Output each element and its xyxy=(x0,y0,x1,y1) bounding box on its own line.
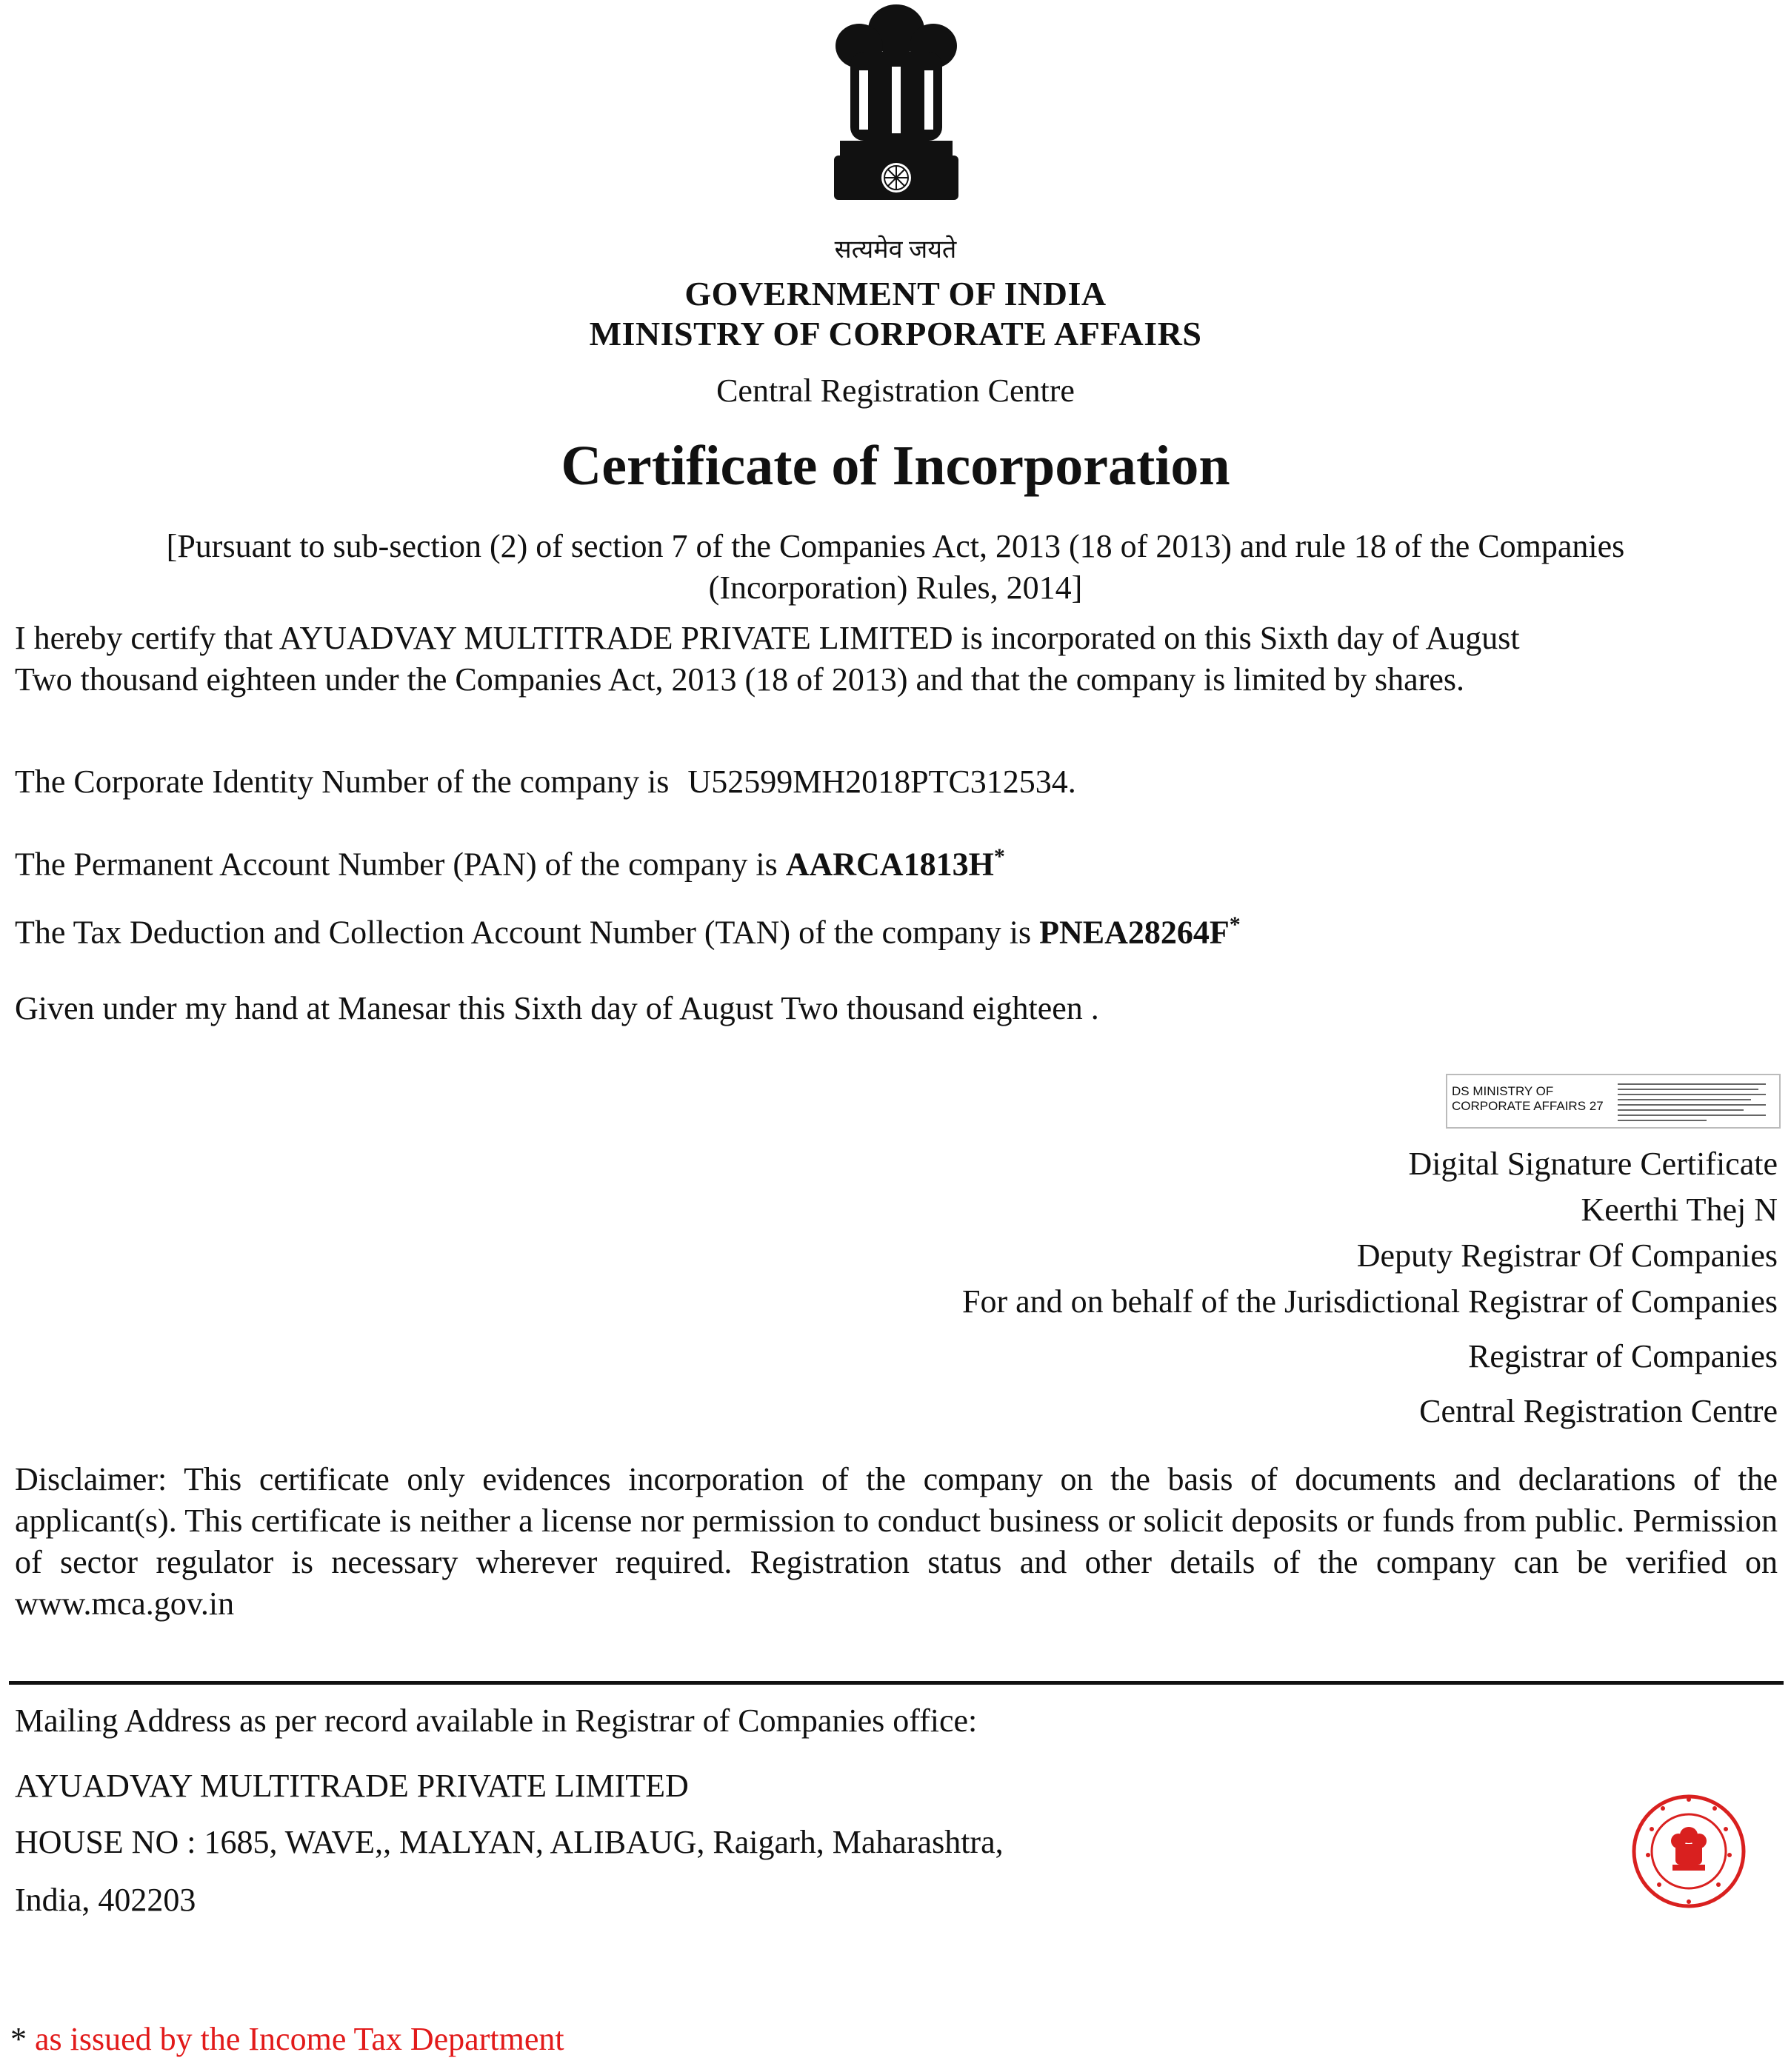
signature-certificate: Digital Signature Certificate xyxy=(1408,1146,1778,1182)
tan-value: PNEA28264F xyxy=(1039,914,1230,951)
given-under-hand: Given under my hand at Manesar this Sixth day of August Two thousand eighteen . xyxy=(15,990,1099,1026)
certification-line-2: Two thousand eighteen under the Companies Act, 2013 (18 of 2013) and that the company is limited by shares. xyxy=(15,661,1464,698)
mailing-company: AYUADVAY MULTITRADE PRIVATE LIMITED xyxy=(15,1768,689,1804)
pursuant-line-2: (Incorporation) Rules, 2014] xyxy=(708,569,1083,606)
signatory-designation: Deputy Registrar Of Companies xyxy=(1356,1237,1778,1274)
pursuant-line-1: [Pursuant to sub-section (2) of section 7 of the Companies Act, 2013 (18 of 2013) and rule 18 of the Companies xyxy=(166,528,1625,564)
footnote xyxy=(10,2020,564,2058)
government-heading: GOVERNMENT OF INDIA xyxy=(684,275,1107,313)
certification-paragraph xyxy=(15,618,1778,701)
ds-line-2: CORPORATE AFFAIRS 27 xyxy=(1452,1099,1604,1113)
ministry-heading: MINISTRY OF CORPORATE AFFAIRS xyxy=(589,315,1202,352)
divider xyxy=(9,1681,1784,1685)
signatory-registrar: Registrar of Companies xyxy=(1468,1338,1778,1374)
ds-line-1: DS MINISTRY OF xyxy=(1452,1084,1554,1098)
digital-signature-box xyxy=(1446,1074,1781,1129)
tan-asterisk: * xyxy=(1229,912,1241,937)
certification-line-1: I hereby certify that AYUADVAY MULTITRADE PRIVATE LIMITED is incorporated on this Sixth day of August xyxy=(15,620,1520,656)
cin-label: The Corporate Identity Number of the company is xyxy=(15,763,670,800)
pan-label: The Permanent Account Number (PAN) of the company is xyxy=(15,846,778,883)
pan-value: AARCA1813H xyxy=(785,846,994,883)
mailing-heading: Mailing Address as per record available in Registrar of Companies office: xyxy=(15,1702,978,1739)
pan-line xyxy=(15,844,1005,883)
mailing-address-line-2: India, 402203 xyxy=(15,1882,196,1918)
signatory-name: Keerthi Thej N xyxy=(1581,1192,1778,1228)
mailing-address-line-1: HOUSE NO : 1685, WAVE,, MALYAN, ALIBAUG, Raigarh, Maharashtra, xyxy=(15,1824,1004,1860)
motto: सत्यमेव जयते xyxy=(834,236,957,264)
tan-line xyxy=(15,912,1241,952)
cin-line xyxy=(15,763,1076,801)
signatory-behalf: For and on behalf of the Jurisdictional Registrar of Companies xyxy=(962,1283,1778,1320)
national-emblem-icon xyxy=(807,0,985,230)
pan-asterisk: * xyxy=(993,844,1005,869)
footnote-asterisk: * xyxy=(10,2021,27,2057)
page-title: Certificate of Incorporation xyxy=(561,435,1230,497)
registrar-seal-icon xyxy=(1630,1792,1748,1911)
cin-value: U52599MH2018PTC312534. xyxy=(687,763,1076,800)
centre-heading: Central Registration Centre xyxy=(716,372,1075,409)
signatory-centre: Central Registration Centre xyxy=(1419,1393,1778,1429)
pursuant-clause xyxy=(0,526,1791,609)
signature-fine-print-icon xyxy=(1618,1080,1773,1123)
tan-label: The Tax Deduction and Collection Account Number (TAN) of the company is xyxy=(15,914,1032,951)
footnote-text: as issued by the Income Tax Department xyxy=(27,2021,564,2057)
disclaimer: Disclaimer: This certificate only evidences incorporation of the company on the basis of documents and declarations of the applicant(s). This certificate is neither a license nor permission to conduct business or solicit deposits or funds from public. Permission of sector regulator is necessary wherever required. Registration status and other details of the company can be verified on www.mca.gov.in xyxy=(15,1461,1778,1622)
